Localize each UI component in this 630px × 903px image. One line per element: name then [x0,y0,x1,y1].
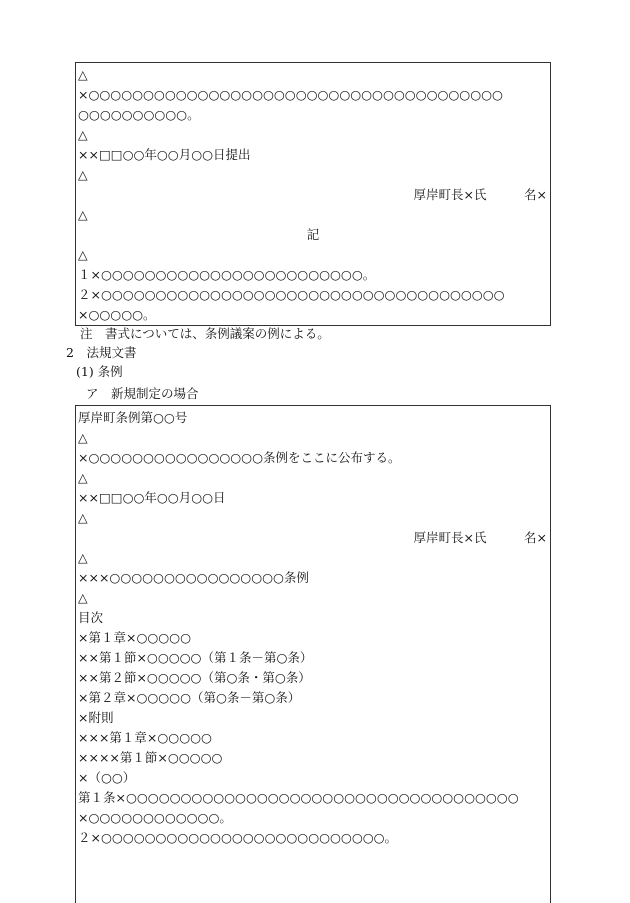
section-heading: 2 法規文書 [66,345,137,360]
subsection-item-heading: ア 新規制定の場合 [86,386,199,401]
text-line: ○○○○○○○○○○。 [78,107,200,122]
text-line: △ [78,167,88,182]
toc-entry: ×第１章×○○○○○ [78,630,191,645]
text-line: △ [78,67,88,82]
paragraph-line: ２×○○○○○○○○○○○○○○○○○○○○○○○○○○。 [78,830,398,845]
toc-entry: ×第２章×○○○○○（第○条－第○条） [78,690,301,705]
date-line: ××□□○○年○○月○○日提出 [78,147,251,162]
item-line: １×○○○○○○○○○○○○○○○○○○○○○○○○。 [78,267,376,282]
note-text: 注 書式については、条例議案の例による。 [80,326,330,341]
chapter-heading: ×××第１章×○○○○○ [78,730,212,745]
signature-line: 厚岸町長×氏 名× [413,530,547,545]
text-line: ×○○○○○○○○○○○○。 [78,810,232,825]
text-line: △ [78,510,88,525]
toc-heading: 目次 [78,610,104,625]
toc-entry: ××第２節×○○○○○（第○条・第○条） [78,670,311,685]
text-line: △ [78,470,88,485]
text-line: △ [78,430,88,445]
text-line: △ [78,247,88,262]
text-line: △ [78,550,88,565]
signature-line: 厚岸町長×氏 名× [413,187,547,202]
text-line: △ [78,590,88,605]
promulgation-line: ×○○○○○○○○○○○○○○○○条例をここに公布する。 [78,450,401,465]
article-caption: ×（○○） [78,770,136,785]
date-line: ××□□○○年○○月○○日 [78,490,226,505]
article-line: 第１条×○○○○○○○○○○○○○○○○○○○○○○○○○○○○○○○○○○○○ [78,790,519,805]
subsection-heading: (1) 条例 [76,364,123,379]
toc-entry: ×附則 [78,710,114,725]
text-line: △ [78,207,88,222]
text-line: ×○○○○○○○○○○○○○○○○○○○○○○○○○○○○○○○○○○○○○○ [78,87,503,102]
item-line: ２×○○○○○○○○○○○○○○○○○○○○○○○○○○○○○○○○○○○○○ [78,287,505,302]
petition-form-box [75,62,551,326]
text-line: ×○○○○○。 [78,307,156,322]
section-heading-line: ××××第１節×○○○○○ [78,750,223,765]
ordinance-number: 厚岸町条例第○○号 [78,410,188,425]
ordinance-title: ×××○○○○○○○○○○○○○○○○条例 [78,570,309,585]
ki-heading: 記 [306,227,320,242]
text-line: △ [78,127,88,142]
toc-entry: ××第１節×○○○○○（第１条－第○条） [78,650,313,665]
ordinance-template-box [75,405,551,903]
